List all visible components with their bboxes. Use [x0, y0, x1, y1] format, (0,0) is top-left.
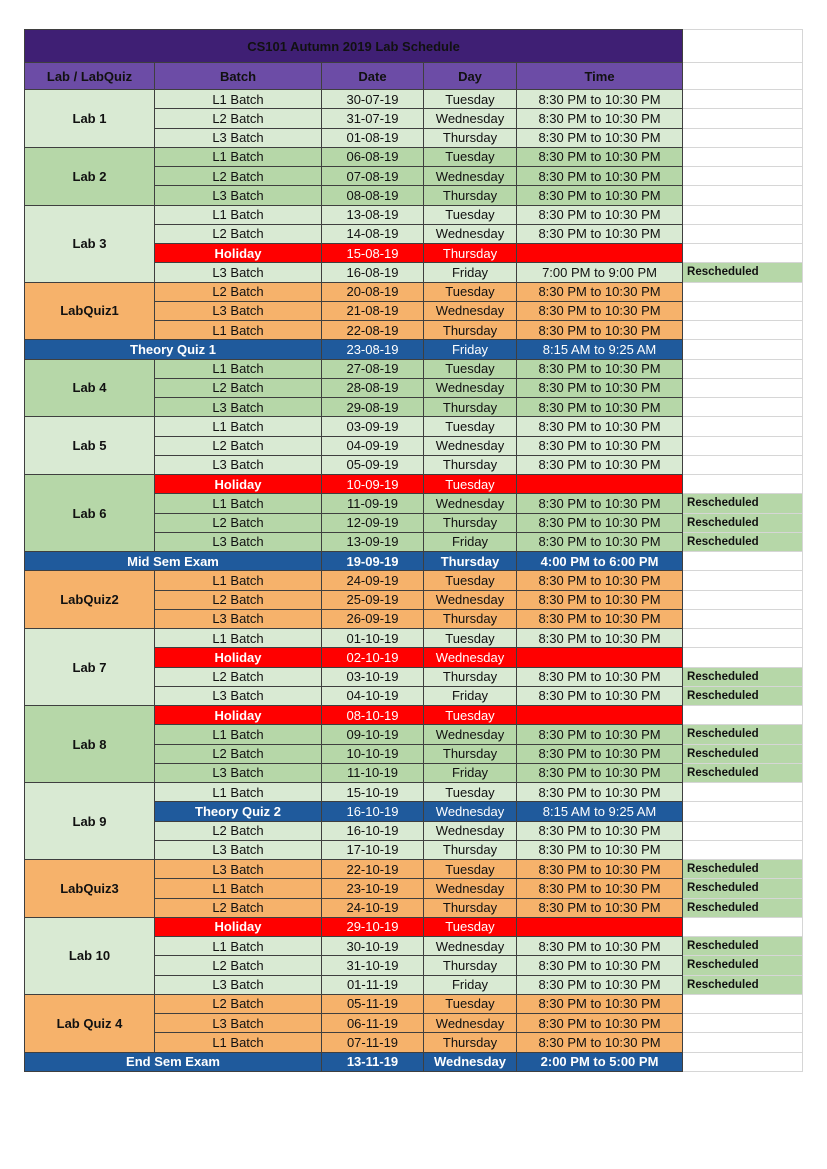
- holiday-label: Holiday: [155, 475, 322, 494]
- date-cell: 03-09-19: [322, 417, 424, 436]
- day-cell: Friday: [424, 763, 517, 782]
- day-cell: Thursday: [424, 128, 517, 147]
- header-batch: Batch: [155, 63, 322, 90]
- lab-group-label: LabQuiz3: [25, 860, 155, 918]
- time-cell: 8:30 PM to 10:30 PM: [517, 205, 683, 224]
- batch-cell: L3 Batch: [155, 860, 322, 879]
- day-cell: Wednesday: [424, 725, 517, 744]
- exam-name: Mid Sem Exam: [25, 552, 322, 571]
- time-cell: 8:30 PM to 10:30 PM: [517, 455, 683, 474]
- note-cell: [683, 629, 803, 648]
- day-cell: Wednesday: [424, 301, 517, 320]
- lab-group-label: Lab 1: [25, 90, 155, 148]
- note-cell: [683, 378, 803, 397]
- exam-day: Wednesday: [424, 1052, 517, 1071]
- day-cell: Wednesday: [424, 802, 517, 821]
- batch-cell: L1 Batch: [155, 937, 322, 956]
- batch-cell: L1 Batch: [155, 629, 322, 648]
- batch-cell: L2 Batch: [155, 821, 322, 840]
- day-cell: Tuesday: [424, 860, 517, 879]
- date-cell: 29-08-19: [322, 398, 424, 417]
- date-cell: 08-10-19: [322, 706, 424, 725]
- batch-cell: L3 Batch: [155, 840, 322, 859]
- date-cell: 31-10-19: [322, 956, 424, 975]
- date-cell: 01-08-19: [322, 128, 424, 147]
- note-cell: [683, 802, 803, 821]
- date-cell: 09-10-19: [322, 725, 424, 744]
- batch-cell: Theory Quiz 2: [155, 802, 322, 821]
- time-cell: 8:30 PM to 10:30 PM: [517, 128, 683, 147]
- batch-cell: L1 Batch: [155, 359, 322, 378]
- date-cell: 24-10-19: [322, 898, 424, 917]
- batch-cell: L2 Batch: [155, 513, 322, 532]
- time-cell: 8:30 PM to 10:30 PM: [517, 590, 683, 609]
- date-cell: 03-10-19: [322, 667, 424, 686]
- day-cell: Tuesday: [424, 417, 517, 436]
- day-cell: Thursday: [424, 244, 517, 263]
- day-cell: Thursday: [424, 898, 517, 917]
- schedule-row: [25, 147, 803, 166]
- day-cell: Thursday: [424, 455, 517, 474]
- date-cell: 02-10-19: [322, 648, 424, 667]
- note-cell: [683, 571, 803, 590]
- time-cell: 8:30 PM to 10:30 PM: [517, 571, 683, 590]
- note-cell: [683, 821, 803, 840]
- date-cell: 16-10-19: [322, 802, 424, 821]
- batch-cell: L1 Batch: [155, 725, 322, 744]
- day-cell: Wednesday: [424, 167, 517, 186]
- rescheduled-note: Rescheduled: [683, 975, 803, 994]
- batch-cell: L2 Batch: [155, 378, 322, 397]
- rescheduled-note: Rescheduled: [683, 879, 803, 898]
- note-cell: [683, 436, 803, 455]
- date-cell: 16-10-19: [322, 821, 424, 840]
- day-cell: Wednesday: [424, 937, 517, 956]
- exam-day: Thursday: [424, 552, 517, 571]
- batch-cell: L1 Batch: [155, 417, 322, 436]
- time-cell: 8:30 PM to 10:30 PM: [517, 898, 683, 917]
- schedule-sheet: [24, 29, 802, 1072]
- rescheduled-note: Rescheduled: [683, 494, 803, 513]
- lab-group-label: Lab 9: [25, 783, 155, 860]
- batch-cell: L2 Batch: [155, 590, 322, 609]
- day-cell: Friday: [424, 532, 517, 551]
- note-cell: [683, 224, 803, 243]
- time-cell: 8:30 PM to 10:30 PM: [517, 224, 683, 243]
- batch-cell: L2 Batch: [155, 994, 322, 1013]
- day-cell: Tuesday: [424, 783, 517, 802]
- schedule-table: [24, 29, 803, 1072]
- batch-cell: L3 Batch: [155, 1014, 322, 1033]
- time-cell: 8:30 PM to 10:30 PM: [517, 975, 683, 994]
- lab-group-label: LabQuiz2: [25, 571, 155, 629]
- header-row: [25, 63, 803, 90]
- note-cell: [683, 186, 803, 205]
- schedule-row: [25, 359, 803, 378]
- batch-cell: L1 Batch: [155, 147, 322, 166]
- date-cell: 08-08-19: [322, 186, 424, 205]
- schedule-row: [25, 417, 803, 436]
- time-cell: 8:30 PM to 10:30 PM: [517, 686, 683, 705]
- day-cell: Wednesday: [424, 821, 517, 840]
- note-cell: [683, 648, 803, 667]
- day-cell: Wednesday: [424, 224, 517, 243]
- note-cell: [683, 455, 803, 474]
- date-cell: 04-10-19: [322, 686, 424, 705]
- day-cell: Thursday: [424, 1033, 517, 1052]
- note-cell: [683, 244, 803, 263]
- note-cell: [683, 783, 803, 802]
- note-cell: [683, 301, 803, 320]
- date-cell: 11-10-19: [322, 763, 424, 782]
- day-cell: Wednesday: [424, 1014, 517, 1033]
- schedule-row: [25, 783, 803, 802]
- day-cell: Wednesday: [424, 648, 517, 667]
- date-cell: 11-09-19: [322, 494, 424, 513]
- holiday-label: Holiday: [155, 648, 322, 667]
- note-cell: [683, 167, 803, 186]
- time-cell: 8:30 PM to 10:30 PM: [517, 167, 683, 186]
- schedule-row: [25, 571, 803, 590]
- exam-name: Theory Quiz 1: [25, 340, 322, 359]
- time-cell: 8:30 PM to 10:30 PM: [517, 417, 683, 436]
- time-cell: 8:30 PM to 10:30 PM: [517, 378, 683, 397]
- batch-cell: L1 Batch: [155, 571, 322, 590]
- time-cell: 8:30 PM to 10:30 PM: [517, 763, 683, 782]
- day-cell: Thursday: [424, 956, 517, 975]
- rescheduled-note: Rescheduled: [683, 744, 803, 763]
- time-cell: 8:30 PM to 10:30 PM: [517, 301, 683, 320]
- date-cell: 24-09-19: [322, 571, 424, 590]
- day-cell: Thursday: [424, 186, 517, 205]
- date-cell: 15-08-19: [322, 244, 424, 263]
- exam-row: [25, 552, 803, 571]
- date-cell: 14-08-19: [322, 224, 424, 243]
- time-cell: 8:30 PM to 10:30 PM: [517, 1033, 683, 1052]
- rescheduled-note: Rescheduled: [683, 686, 803, 705]
- day-cell: Tuesday: [424, 282, 517, 301]
- note-cell: [683, 205, 803, 224]
- day-cell: Thursday: [424, 744, 517, 763]
- batch-cell: L3 Batch: [155, 455, 322, 474]
- date-cell: 07-11-19: [322, 1033, 424, 1052]
- batch-cell: L3 Batch: [155, 763, 322, 782]
- day-cell: Thursday: [424, 321, 517, 340]
- time-cell: [517, 917, 683, 936]
- date-cell: 25-09-19: [322, 590, 424, 609]
- date-cell: 01-11-19: [322, 975, 424, 994]
- date-cell: 12-09-19: [322, 513, 424, 532]
- exam-name: End Sem Exam: [25, 1052, 322, 1071]
- batch-cell: L3 Batch: [155, 686, 322, 705]
- note-cell: [683, 109, 803, 128]
- lab-group-label: Lab 8: [25, 706, 155, 783]
- schedule-row: [25, 706, 803, 725]
- batch-cell: L2 Batch: [155, 224, 322, 243]
- date-cell: 06-08-19: [322, 147, 424, 166]
- batch-cell: L3 Batch: [155, 532, 322, 551]
- time-cell: 8:30 PM to 10:30 PM: [517, 359, 683, 378]
- holiday-label: Holiday: [155, 244, 322, 263]
- exam-time: 4:00 PM to 6:00 PM: [517, 552, 683, 571]
- schedule-row: [25, 860, 803, 879]
- time-cell: 7:00 PM to 9:00 PM: [517, 263, 683, 282]
- batch-cell: L1 Batch: [155, 321, 322, 340]
- batch-cell: L1 Batch: [155, 879, 322, 898]
- date-cell: 10-09-19: [322, 475, 424, 494]
- exam-date: 23-08-19: [322, 340, 424, 359]
- time-cell: 8:30 PM to 10:30 PM: [517, 321, 683, 340]
- note-cell: [683, 609, 803, 628]
- batch-cell: L1 Batch: [155, 205, 322, 224]
- date-cell: 29-10-19: [322, 917, 424, 936]
- time-cell: 8:30 PM to 10:30 PM: [517, 860, 683, 879]
- rescheduled-note: Rescheduled: [683, 763, 803, 782]
- rescheduled-note: Rescheduled: [683, 667, 803, 686]
- rescheduled-note: Rescheduled: [683, 263, 803, 282]
- time-cell: 8:30 PM to 10:30 PM: [517, 629, 683, 648]
- note-cell: [683, 90, 803, 109]
- schedule-row: [25, 917, 803, 936]
- date-cell: 22-10-19: [322, 860, 424, 879]
- date-cell: 07-08-19: [322, 167, 424, 186]
- note-cell: [683, 321, 803, 340]
- lab-group-label: Lab 2: [25, 147, 155, 205]
- exam-date: 19-09-19: [322, 552, 424, 571]
- note-cell: [683, 475, 803, 494]
- rescheduled-note: Rescheduled: [683, 513, 803, 532]
- day-cell: Tuesday: [424, 359, 517, 378]
- day-cell: Tuesday: [424, 629, 517, 648]
- time-cell: [517, 648, 683, 667]
- header-date: Date: [322, 63, 424, 90]
- batch-cell: L1 Batch: [155, 783, 322, 802]
- date-cell: 05-11-19: [322, 994, 424, 1013]
- rescheduled-note: Rescheduled: [683, 532, 803, 551]
- schedule-row: [25, 629, 803, 648]
- schedule-row: [25, 90, 803, 109]
- batch-cell: L2 Batch: [155, 744, 322, 763]
- time-cell: 8:30 PM to 10:30 PM: [517, 937, 683, 956]
- date-cell: 13-08-19: [322, 205, 424, 224]
- lab-group-label: Lab 3: [25, 205, 155, 282]
- schedule-row: [25, 205, 803, 224]
- batch-cell: L3 Batch: [155, 609, 322, 628]
- time-cell: 8:30 PM to 10:30 PM: [517, 398, 683, 417]
- rescheduled-note: Rescheduled: [683, 860, 803, 879]
- note-cell: [683, 417, 803, 436]
- time-cell: 8:30 PM to 10:30 PM: [517, 956, 683, 975]
- note-cell: [683, 840, 803, 859]
- time-cell: 8:30 PM to 10:30 PM: [517, 994, 683, 1013]
- date-cell: 21-08-19: [322, 301, 424, 320]
- date-cell: 10-10-19: [322, 744, 424, 763]
- day-cell: Friday: [424, 686, 517, 705]
- lab-group-label: LabQuiz1: [25, 282, 155, 340]
- rescheduled-note: Rescheduled: [683, 898, 803, 917]
- holiday-label: Holiday: [155, 917, 322, 936]
- note-cell: [683, 706, 803, 725]
- date-cell: 06-11-19: [322, 1014, 424, 1033]
- holiday-label: Holiday: [155, 706, 322, 725]
- batch-cell: L2 Batch: [155, 167, 322, 186]
- time-cell: 8:30 PM to 10:30 PM: [517, 667, 683, 686]
- lab-group-label: Lab Quiz 4: [25, 994, 155, 1052]
- batch-cell: L3 Batch: [155, 398, 322, 417]
- date-cell: 20-08-19: [322, 282, 424, 301]
- date-cell: 01-10-19: [322, 629, 424, 648]
- date-cell: 27-08-19: [322, 359, 424, 378]
- date-cell: 17-10-19: [322, 840, 424, 859]
- note-cell: [683, 994, 803, 1013]
- time-cell: 8:30 PM to 10:30 PM: [517, 186, 683, 205]
- date-cell: 28-08-19: [322, 378, 424, 397]
- time-cell: 8:30 PM to 10:30 PM: [517, 821, 683, 840]
- day-cell: Tuesday: [424, 706, 517, 725]
- batch-cell: L1 Batch: [155, 494, 322, 513]
- exam-day: Friday: [424, 340, 517, 359]
- batch-cell: L2 Batch: [155, 436, 322, 455]
- time-cell: 8:30 PM to 10:30 PM: [517, 609, 683, 628]
- batch-cell: L2 Batch: [155, 282, 322, 301]
- note-cell: [683, 340, 803, 359]
- batch-cell: L3 Batch: [155, 263, 322, 282]
- time-cell: 8:30 PM to 10:30 PM: [517, 840, 683, 859]
- rescheduled-note: Rescheduled: [683, 956, 803, 975]
- date-cell: 26-09-19: [322, 609, 424, 628]
- time-cell: 8:15 AM to 9:25 AM: [517, 802, 683, 821]
- schedule-row: [25, 475, 803, 494]
- header-time: Time: [517, 63, 683, 90]
- exam-time: 2:00 PM to 5:00 PM: [517, 1052, 683, 1071]
- day-cell: Tuesday: [424, 917, 517, 936]
- note-cell: [683, 590, 803, 609]
- date-cell: 30-10-19: [322, 937, 424, 956]
- day-cell: Wednesday: [424, 879, 517, 898]
- note-cell: [683, 1014, 803, 1033]
- time-cell: 8:30 PM to 10:30 PM: [517, 90, 683, 109]
- batch-cell: L3 Batch: [155, 301, 322, 320]
- time-cell: 8:30 PM to 10:30 PM: [517, 783, 683, 802]
- header-lab: Lab / LabQuiz: [25, 63, 155, 90]
- schedule-row: [25, 994, 803, 1013]
- exam-time: 8:15 AM to 9:25 AM: [517, 340, 683, 359]
- exam-date: 13-11-19: [322, 1052, 424, 1071]
- note-cell: [683, 282, 803, 301]
- day-cell: Tuesday: [424, 205, 517, 224]
- day-cell: Thursday: [424, 840, 517, 859]
- note-cell: [683, 917, 803, 936]
- time-cell: [517, 706, 683, 725]
- exam-row: [25, 1052, 803, 1071]
- date-cell: 31-07-19: [322, 109, 424, 128]
- day-cell: Thursday: [424, 398, 517, 417]
- date-cell: 13-09-19: [322, 532, 424, 551]
- batch-cell: L3 Batch: [155, 975, 322, 994]
- batch-cell: L1 Batch: [155, 1033, 322, 1052]
- date-cell: 15-10-19: [322, 783, 424, 802]
- batch-cell: L2 Batch: [155, 956, 322, 975]
- batch-cell: L2 Batch: [155, 898, 322, 917]
- note-cell: [683, 147, 803, 166]
- note-cell: [683, 1052, 803, 1071]
- time-cell: 8:30 PM to 10:30 PM: [517, 1014, 683, 1033]
- date-cell: 05-09-19: [322, 455, 424, 474]
- day-cell: Tuesday: [424, 147, 517, 166]
- day-cell: Wednesday: [424, 378, 517, 397]
- note-cell: [683, 552, 803, 571]
- lab-group-label: Lab 6: [25, 475, 155, 552]
- day-cell: Wednesday: [424, 494, 517, 513]
- day-cell: Tuesday: [424, 994, 517, 1013]
- batch-cell: L3 Batch: [155, 186, 322, 205]
- date-cell: 04-09-19: [322, 436, 424, 455]
- date-cell: 23-10-19: [322, 879, 424, 898]
- day-cell: Thursday: [424, 609, 517, 628]
- day-cell: Wednesday: [424, 436, 517, 455]
- day-cell: Friday: [424, 975, 517, 994]
- batch-cell: L1 Batch: [155, 90, 322, 109]
- time-cell: 8:30 PM to 10:30 PM: [517, 513, 683, 532]
- time-cell: 8:30 PM to 10:30 PM: [517, 436, 683, 455]
- title-row: [25, 30, 803, 63]
- time-cell: 8:30 PM to 10:30 PM: [517, 147, 683, 166]
- lab-group-label: Lab 5: [25, 417, 155, 475]
- schedule-title: CS101 Autumn 2019 Lab Schedule: [25, 30, 683, 63]
- schedule-row: [25, 282, 803, 301]
- lab-group-label: Lab 4: [25, 359, 155, 417]
- time-cell: [517, 475, 683, 494]
- note-cell: [683, 398, 803, 417]
- day-cell: Friday: [424, 263, 517, 282]
- rescheduled-note: Rescheduled: [683, 725, 803, 744]
- day-cell: Tuesday: [424, 571, 517, 590]
- exam-row: [25, 340, 803, 359]
- day-cell: Tuesday: [424, 90, 517, 109]
- note-cell: [683, 359, 803, 378]
- time-cell: 8:30 PM to 10:30 PM: [517, 725, 683, 744]
- lab-group-label: Lab 7: [25, 629, 155, 706]
- time-cell: 8:30 PM to 10:30 PM: [517, 109, 683, 128]
- date-cell: 22-08-19: [322, 321, 424, 340]
- header-day: Day: [424, 63, 517, 90]
- date-cell: 30-07-19: [322, 90, 424, 109]
- batch-cell: L2 Batch: [155, 667, 322, 686]
- day-cell: Thursday: [424, 513, 517, 532]
- time-cell: 8:30 PM to 10:30 PM: [517, 282, 683, 301]
- lab-group-label: Lab 10: [25, 917, 155, 994]
- time-cell: 8:30 PM to 10:30 PM: [517, 879, 683, 898]
- time-cell: 8:30 PM to 10:30 PM: [517, 494, 683, 513]
- date-cell: 16-08-19: [322, 263, 424, 282]
- rescheduled-note: Rescheduled: [683, 937, 803, 956]
- time-cell: 8:30 PM to 10:30 PM: [517, 744, 683, 763]
- batch-cell: L3 Batch: [155, 128, 322, 147]
- time-cell: 8:30 PM to 10:30 PM: [517, 532, 683, 551]
- day-cell: Wednesday: [424, 109, 517, 128]
- day-cell: Tuesday: [424, 475, 517, 494]
- note-cell: [683, 128, 803, 147]
- batch-cell: L2 Batch: [155, 109, 322, 128]
- day-cell: Thursday: [424, 667, 517, 686]
- time-cell: [517, 244, 683, 263]
- day-cell: Wednesday: [424, 590, 517, 609]
- note-cell: [683, 1033, 803, 1052]
